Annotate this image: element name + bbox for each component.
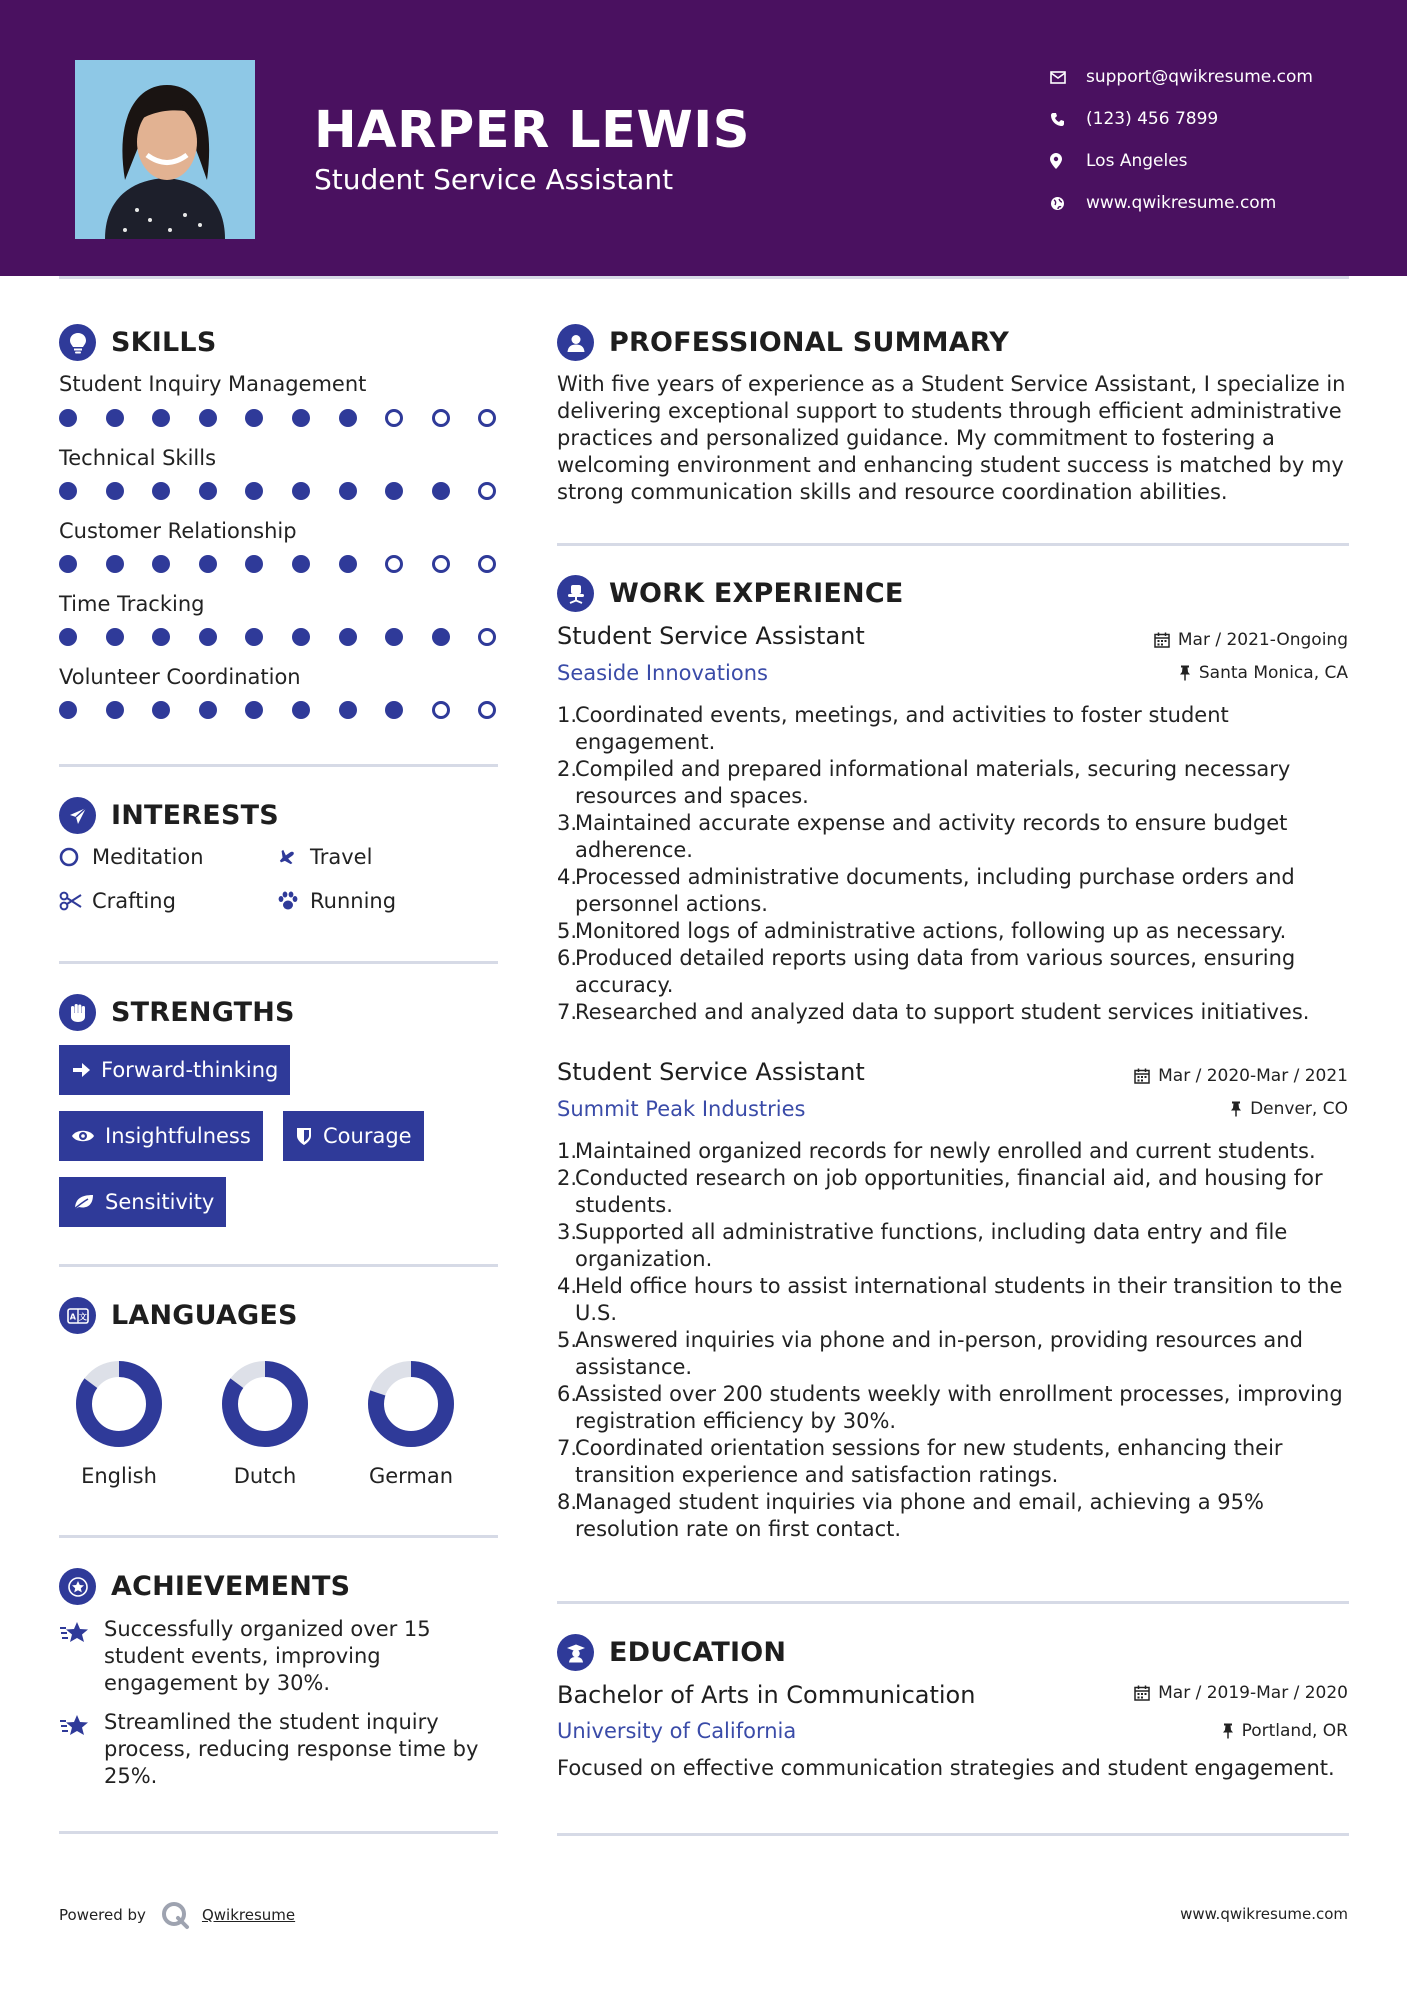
candidate-role: Student Service Assistant xyxy=(314,163,674,196)
responsibility-item xyxy=(557,810,1357,864)
responsibility-text: Monitored logs of administrative actions, following up as necessary. xyxy=(575,919,1287,943)
responsibility-text: Processed administrative documents, including purchase orders and personnel actions. xyxy=(575,865,1295,916)
skill-dot-filled xyxy=(292,482,310,500)
responsibility-item xyxy=(557,945,1357,999)
skill-dot-filled xyxy=(339,409,357,427)
skill-dot-empty xyxy=(478,482,496,500)
interest-item xyxy=(59,889,176,913)
interest-label: Meditation xyxy=(92,845,204,869)
responsibility-text: Maintained accurate expense and activity records to ensure budget adherence. xyxy=(575,811,1288,862)
responsibility-number: 6. xyxy=(557,946,578,970)
contact-website[interactable] xyxy=(1050,182,1390,224)
circle-icon xyxy=(59,847,92,867)
skill-dot-filled xyxy=(245,409,263,427)
section-divider xyxy=(59,1535,498,1538)
strength-label: Sensitivity xyxy=(105,1190,215,1214)
education-title-text: EDUCATION xyxy=(609,1637,787,1668)
job-location-text: Santa Monica, CA xyxy=(1198,663,1348,683)
experience-title-text: WORK EXPERIENCE xyxy=(609,578,904,609)
company-name: Summit Peak Industries xyxy=(557,1097,806,1121)
responsibility-item xyxy=(557,918,1357,945)
pushpin-icon xyxy=(1222,1723,1234,1739)
section-divider xyxy=(557,543,1349,546)
star-icon xyxy=(59,1709,104,1790)
company-name: Seaside Innovations xyxy=(557,661,768,685)
skill-dot-filled xyxy=(199,409,217,427)
profile-photo xyxy=(75,60,255,239)
responsibility-item xyxy=(557,702,1357,756)
responsibility-item xyxy=(557,756,1357,810)
star-badge-icon xyxy=(59,1568,96,1605)
office-chair-icon xyxy=(557,575,594,612)
education-date-text: Mar / 2019-Mar / 2020 xyxy=(1158,1683,1348,1703)
skill-dot-empty xyxy=(432,701,450,719)
language-donut xyxy=(75,1360,163,1448)
skill-dot-empty xyxy=(478,409,496,427)
skills-title-text: SKILLS xyxy=(111,327,217,358)
responsibility-text: Conducted research on job opportunities, financial aid, and housing for students. xyxy=(575,1166,1323,1217)
language-label: Dutch xyxy=(233,1464,297,1488)
education-section-title xyxy=(557,1634,786,1671)
summary-text: With five years of experience as a Student Service Assistant, I specialize in delivering exceptional support to students through efficient administrative practices and personalized guidance. My commitment to fostering a welcoming environment and enhancing student success is matched by my strong communication skills and resource coordination abilities. xyxy=(557,372,1346,504)
skill-name: Volunteer Coordination xyxy=(59,665,301,689)
strength-label: Forward-thinking xyxy=(101,1058,279,1082)
resume-header xyxy=(0,0,1407,276)
section-divider xyxy=(59,961,498,964)
language-donut xyxy=(221,1360,309,1448)
language-item xyxy=(59,1360,179,1488)
leaf-icon xyxy=(71,1193,95,1211)
qwikresume-link[interactable]: Qwikresume xyxy=(201,1906,296,1924)
degree-title: Bachelor of Arts in Communication xyxy=(557,1681,976,1709)
skill-name: Student Inquiry Management xyxy=(59,372,367,396)
education-location-text: Portland, OR xyxy=(1241,1721,1348,1741)
skill-dot-filled xyxy=(339,628,357,646)
section-divider xyxy=(59,1264,498,1267)
responsibility-text: Researched and analyzed data to support student services initiatives. xyxy=(575,1000,1310,1024)
skill-dot-filled xyxy=(152,409,170,427)
contact-list xyxy=(1050,56,1390,224)
map-pin-icon xyxy=(1050,151,1086,171)
scissors-icon xyxy=(59,891,92,911)
section-divider xyxy=(557,1601,1349,1604)
skill-dot-empty xyxy=(478,555,496,573)
responsibility-number: 7. xyxy=(557,1436,578,1460)
skill-dot-filled xyxy=(106,555,124,573)
skill-dot-empty xyxy=(385,555,403,573)
achievements-title-text: ACHIEVEMENTS xyxy=(111,1571,351,1602)
responsibility-item xyxy=(557,864,1357,918)
skill-dot-filled xyxy=(59,409,77,427)
language-icon xyxy=(59,1297,96,1334)
candidate-name: HARPER LEWIS xyxy=(314,101,750,160)
phone-icon xyxy=(1050,109,1086,129)
skill-dot-filled xyxy=(339,555,357,573)
contact-phone-text: (123) 456 7899 xyxy=(1086,109,1219,129)
interest-label: Crafting xyxy=(92,889,176,913)
responsibility-text: Coordinated events, meetings, and activities to foster student engagement. xyxy=(575,703,1229,754)
skill-rating-dots xyxy=(59,553,499,575)
skill-dot-filled xyxy=(59,482,77,500)
skill-dot-filled xyxy=(106,482,124,500)
globe-icon xyxy=(1050,193,1086,213)
summary-section-title xyxy=(557,324,1009,361)
interest-label: Travel xyxy=(310,845,373,869)
responsibility-number: 2. xyxy=(557,1166,578,1190)
job-location xyxy=(1230,1099,1348,1119)
strengths-section-title xyxy=(59,994,295,1031)
responsibility-number: 5. xyxy=(557,919,578,943)
responsibility-text: Maintained organized records for newly enrolled and current students. xyxy=(575,1139,1316,1163)
skill-dot-filled xyxy=(59,701,77,719)
responsibility-item xyxy=(557,1435,1357,1489)
envelope-icon xyxy=(1050,67,1086,87)
skill-dot-filled xyxy=(245,482,263,500)
skill-rating-dots xyxy=(59,626,499,648)
skill-name: Customer Relationship xyxy=(59,519,297,543)
skill-dot-filled xyxy=(152,482,170,500)
skill-dot-filled xyxy=(292,555,310,573)
fist-icon xyxy=(59,994,96,1031)
footer-website-link[interactable]: www.qwikresume.com xyxy=(1180,1905,1348,1923)
skill-dot-filled xyxy=(292,409,310,427)
skill-dot-filled xyxy=(199,628,217,646)
powered-by-label: Powered by xyxy=(59,1906,146,1924)
interest-item xyxy=(59,845,204,869)
responsibility-text: Answered inquiries via phone and in-person, providing resources and assistance. xyxy=(575,1328,1303,1379)
pushpin-icon xyxy=(1230,1101,1242,1117)
skill-dot-filled xyxy=(292,701,310,719)
skill-dot-filled xyxy=(199,701,217,719)
interests-section-title xyxy=(59,797,279,834)
skill-dot-filled xyxy=(106,628,124,646)
job-responsibilities xyxy=(557,1138,1357,1543)
languages-section-title xyxy=(59,1297,298,1334)
strength-tag xyxy=(59,1045,290,1095)
language-label: English xyxy=(81,1464,157,1488)
paper-plane-icon xyxy=(59,797,96,834)
skill-dot-empty xyxy=(432,409,450,427)
calendar-icon xyxy=(1134,1685,1150,1701)
skill-dot-filled xyxy=(199,555,217,573)
job-date-text: Mar / 2021-Ongoing xyxy=(1177,630,1348,650)
job-title: Student Service Assistant xyxy=(557,622,865,650)
qwikresume-logo-icon xyxy=(160,1900,190,1930)
eye-icon xyxy=(71,1128,95,1144)
responsibility-number: 5. xyxy=(557,1328,578,1352)
skill-dot-filled xyxy=(292,628,310,646)
job-date-text: Mar / 2020-Mar / 2021 xyxy=(1158,1066,1348,1086)
skill-dot-filled xyxy=(245,628,263,646)
contact-location xyxy=(1050,140,1390,182)
skill-dot-filled xyxy=(245,555,263,573)
achievement-item xyxy=(59,1616,499,1697)
achievement-text: Streamlined the student inquiry process, reducing response time by 25%. xyxy=(104,1710,479,1788)
responsibility-number: 7. xyxy=(557,1000,578,1024)
strength-tag xyxy=(59,1111,263,1161)
interest-item xyxy=(277,845,372,869)
star-icon xyxy=(59,1616,104,1697)
job-title: Student Service Assistant xyxy=(557,1058,865,1086)
skill-rating-dots xyxy=(59,699,499,721)
responsibility-number: 3. xyxy=(557,811,578,835)
school-name: University of California xyxy=(557,1719,797,1743)
summary-title-text: PROFESSIONAL SUMMARY xyxy=(609,327,1010,358)
responsibility-text: Compiled and prepared informational materials, securing necessary resources and spaces. xyxy=(575,757,1291,808)
shield-icon xyxy=(295,1126,313,1146)
strengths-title-text: STRENGTHS xyxy=(111,997,295,1028)
skill-dot-filled xyxy=(385,482,403,500)
responsibility-number: 2. xyxy=(557,757,578,781)
header-divider xyxy=(59,276,1349,279)
contact-email[interactable] xyxy=(1050,56,1390,98)
plane-icon xyxy=(277,847,310,867)
job-location xyxy=(1179,663,1348,683)
responsibility-number: 1. xyxy=(557,1139,578,1163)
skill-dot-filled xyxy=(339,482,357,500)
education-description: Focused on effective communication strategies and student engagement. xyxy=(557,1756,1335,1780)
responsibility-text: Managed student inquiries via phone and email, achieving a 95% resolution rate on first contact. xyxy=(575,1490,1264,1541)
responsibility-number: 1. xyxy=(557,703,578,727)
languages-title-text: LANGUAGES xyxy=(111,1300,298,1331)
paw-icon xyxy=(277,891,310,911)
skill-dot-filled xyxy=(152,555,170,573)
skill-dot-filled xyxy=(59,555,77,573)
job-location-text: Denver, CO xyxy=(1250,1099,1348,1119)
interest-label: Running xyxy=(310,889,397,913)
footer-powered-by xyxy=(59,1900,295,1930)
achievements-section-title xyxy=(59,1568,350,1605)
achievement-text: Successfully organized over 15 student events, improving engagement by 30%. xyxy=(104,1617,431,1695)
strength-tag xyxy=(59,1177,226,1227)
education-date xyxy=(1134,1683,1348,1703)
skill-dot-empty xyxy=(478,628,496,646)
responsibility-item xyxy=(557,1273,1357,1327)
language-item xyxy=(351,1360,471,1488)
skill-rating-dots xyxy=(59,480,499,502)
lightbulb-icon xyxy=(59,324,96,361)
responsibility-item xyxy=(557,1165,1357,1219)
strength-label: Insightfulness xyxy=(105,1124,251,1148)
interests-title-text: INTERESTS xyxy=(111,800,279,831)
responsibility-number: 4. xyxy=(557,1274,578,1298)
responsibility-item xyxy=(557,1138,1357,1165)
experience-section-title xyxy=(557,575,903,612)
skill-dot-empty xyxy=(432,555,450,573)
user-icon xyxy=(557,324,594,361)
language-donut xyxy=(367,1360,455,1448)
skill-dot-filled xyxy=(339,701,357,719)
contact-phone[interactable] xyxy=(1050,98,1390,140)
skill-dot-filled xyxy=(106,409,124,427)
skills-section-title xyxy=(59,324,216,361)
calendar-icon xyxy=(1154,632,1170,648)
section-divider xyxy=(59,1831,498,1834)
job-date xyxy=(1134,1066,1348,1086)
section-divider xyxy=(59,764,498,767)
responsibility-number: 8. xyxy=(557,1490,578,1514)
interest-item xyxy=(277,889,396,913)
skill-name: Technical Skills xyxy=(59,446,217,470)
skill-dot-filled xyxy=(106,701,124,719)
strength-label: Courage xyxy=(323,1124,412,1148)
education-location xyxy=(1222,1721,1348,1741)
contact-location-text: Los Angeles xyxy=(1086,151,1188,171)
responsibility-text: Coordinated orientation sessions for new students, enhancing their transition experience and satisfaction ratings. xyxy=(575,1436,1283,1487)
responsibility-item xyxy=(557,1381,1357,1435)
pushpin-icon xyxy=(1179,665,1191,681)
responsibility-number: 4. xyxy=(557,865,578,889)
skill-dot-filled xyxy=(199,482,217,500)
skill-dot-empty xyxy=(385,409,403,427)
job-responsibilities xyxy=(557,702,1357,1026)
svg-text:A: A xyxy=(69,1312,76,1321)
responsibility-item xyxy=(557,1219,1357,1273)
skill-dot-empty xyxy=(478,701,496,719)
responsibility-number: 3. xyxy=(557,1220,578,1244)
responsibility-item xyxy=(557,1489,1357,1543)
section-divider xyxy=(557,1833,1349,1836)
strength-tag xyxy=(283,1111,424,1161)
skill-dot-filled xyxy=(152,628,170,646)
skill-dot-filled xyxy=(152,701,170,719)
calendar-icon xyxy=(1134,1068,1150,1084)
language-label: German xyxy=(368,1464,454,1488)
skill-name: Time Tracking xyxy=(59,592,205,616)
skill-dot-filled xyxy=(385,701,403,719)
skill-rating-dots xyxy=(59,407,499,429)
responsibility-text: Held office hours to assist international students in their transition to the U.S. xyxy=(575,1274,1343,1325)
skill-dot-filled xyxy=(59,628,77,646)
language-item xyxy=(205,1360,325,1488)
arrow-right-icon xyxy=(71,1061,91,1079)
contact-email-text: support@qwikresume.com xyxy=(1086,67,1313,87)
responsibility-item xyxy=(557,1327,1357,1381)
responsibility-text: Produced detailed reports using data from various sources, ensuring accuracy. xyxy=(575,946,1296,997)
responsibility-text: Supported all administrative functions, including data entry and file organization. xyxy=(575,1220,1288,1271)
skill-dot-filled xyxy=(245,701,263,719)
skill-dot-filled xyxy=(385,628,403,646)
profile-photo-image xyxy=(75,60,255,239)
job-date xyxy=(1154,630,1348,650)
achievement-item xyxy=(59,1709,499,1790)
svg-text:文: 文 xyxy=(78,1312,87,1321)
responsibility-item xyxy=(557,999,1357,1026)
responsibility-text: Assisted over 200 students weekly with enrollment processes, improving registration efficiency by 30%. xyxy=(575,1382,1343,1433)
graduate-icon xyxy=(557,1634,594,1671)
contact-website-text: www.qwikresume.com xyxy=(1086,193,1277,213)
responsibility-number: 6. xyxy=(557,1382,578,1406)
skill-dot-filled xyxy=(432,628,450,646)
skill-dot-filled xyxy=(432,482,450,500)
